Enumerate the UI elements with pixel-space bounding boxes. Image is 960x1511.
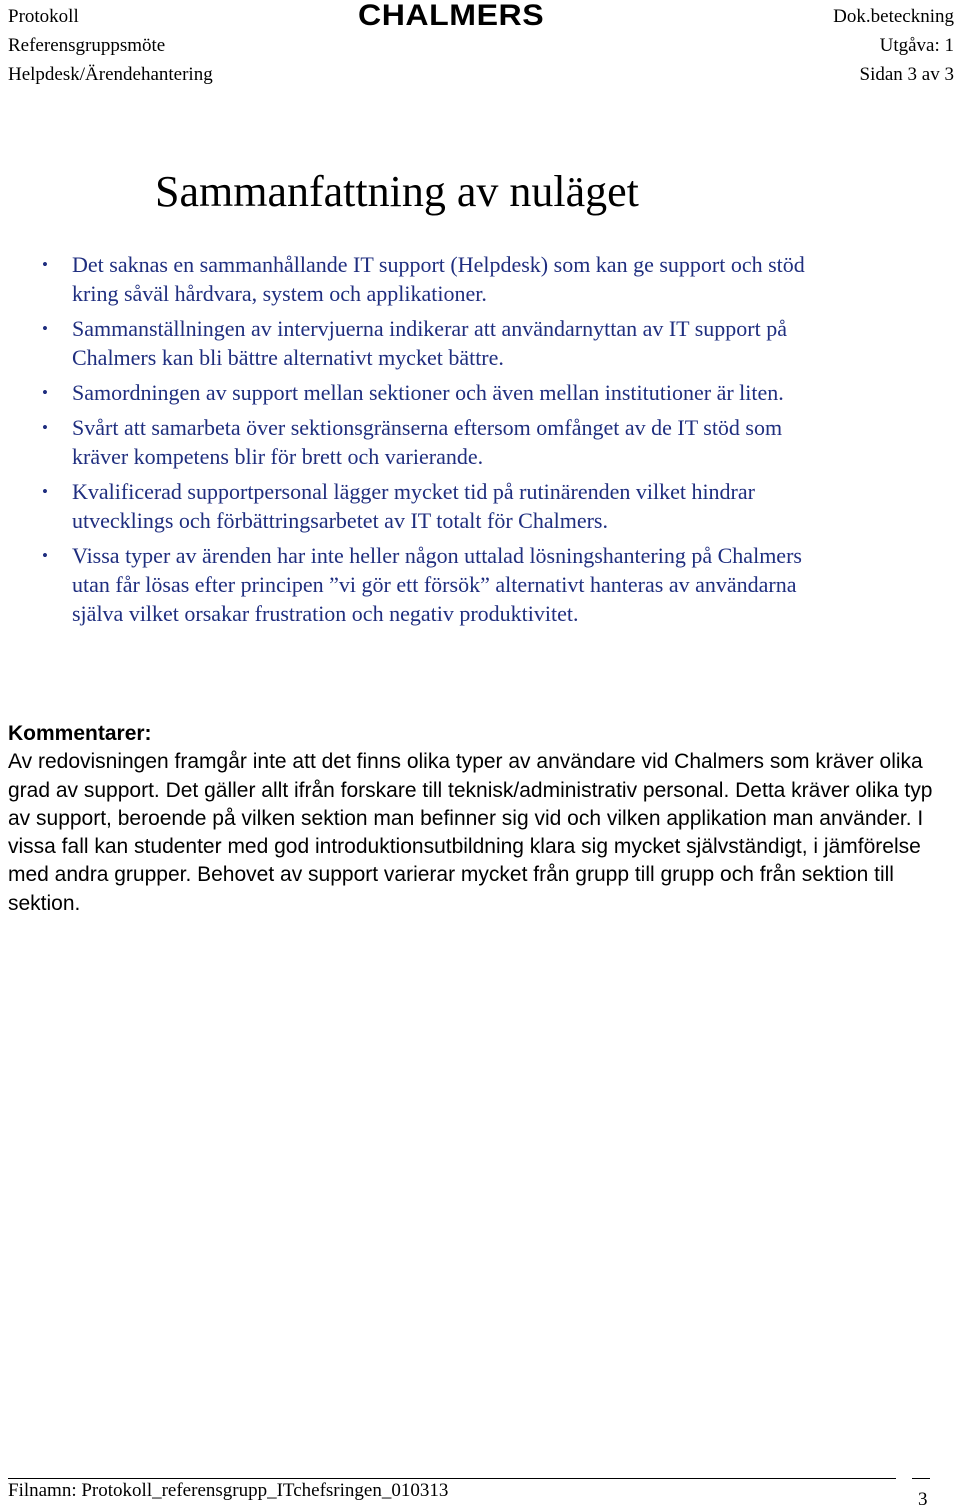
- list-item: [0, 250, 832, 308]
- footer-page-divider: [912, 1478, 930, 1479]
- bullet-text: Sammanställningen av intervjuerna indikerar att användarnyttan av IT support på Chalmers kan bli bättre alternativt mycket bättre.: [72, 316, 787, 370]
- footer-filename: Filnamn: Protokoll_referensgrupp_ITchefsringen_010313: [8, 1480, 449, 1501]
- chalmers-logo: CHALMERS: [358, 0, 545, 32]
- header-edition: Utgåva: 1: [879, 35, 954, 56]
- bullet-text: Det saknas en sammanhållande IT support (Helpdesk) som kan ge support och stöd kring såväl hårdvara, system och applikationer.: [72, 252, 805, 306]
- page-title: Sammanfattning av nuläget: [155, 167, 639, 216]
- list-item: [0, 541, 832, 628]
- bullet-icon: •: [42, 255, 48, 274]
- header-meeting: Referensgruppsmöte: [8, 35, 166, 56]
- bullet-text: Samordningen av support mellan sektioner och även mellan institutioner är liten.: [72, 380, 784, 405]
- comments-section: [8, 720, 938, 918]
- bullet-icon: •: [42, 482, 48, 501]
- list-item: [0, 314, 832, 372]
- bullet-text: Svårt att samarbeta över sektionsgränserna eftersom omfånget av de IT stöd som kräver kompetens blir för brett och varierande.: [72, 415, 783, 469]
- bullet-text: Kvalificerad supportpersonal lägger mycket tid på rutinärenden vilket hindrar utvecklings och förbättringsarbetet av IT totalt för Chalmers.: [72, 479, 755, 533]
- bullet-icon: •: [42, 383, 48, 402]
- bullet-icon: •: [42, 546, 48, 565]
- header-doc-type: Protokoll: [8, 6, 79, 27]
- list-item: [0, 378, 832, 407]
- header-page-count: Sidan 3 av 3: [859, 64, 954, 85]
- header-doc-id: Dok.beteckning: [833, 6, 954, 27]
- list-item: [0, 413, 832, 471]
- header-subject: Helpdesk/Ärendehantering: [8, 64, 213, 85]
- comments-text: Av redovisningen framgår inte att det finns olika typer av användare vid Chalmers som kräver olika grad av support. Det gäller allt ifrån forskare till teknisk/administrativ personal. Detta kräver olika typ av support, beroende på vilken sektion man befinner sig vid och vilken applikation man använder. I vissa fall kan studenter med god introduktionsutbildning klara sig mycket självständigt, i jämförelse med andra grupper. Behovet av support varierar mycket från grupp till grupp och från sektion till sektion.: [8, 750, 933, 915]
- footer-page-number: 3: [918, 1489, 928, 1510]
- comments-heading: Kommentarer:: [8, 722, 152, 745]
- list-item: [0, 477, 832, 535]
- summary-bullet-list: [0, 250, 960, 634]
- bullet-icon: •: [42, 319, 48, 338]
- footer-divider: [8, 1478, 896, 1479]
- bullet-text: Vissa typer av ärenden har inte heller någon uttalad lösningshantering på Chalmers utan får lösas efter principen ”vi gör ett försök” alternativt hanteras av användarna själva vilket orsakar frustration och negativ produktivitet.: [72, 543, 802, 626]
- bullet-icon: •: [42, 418, 48, 437]
